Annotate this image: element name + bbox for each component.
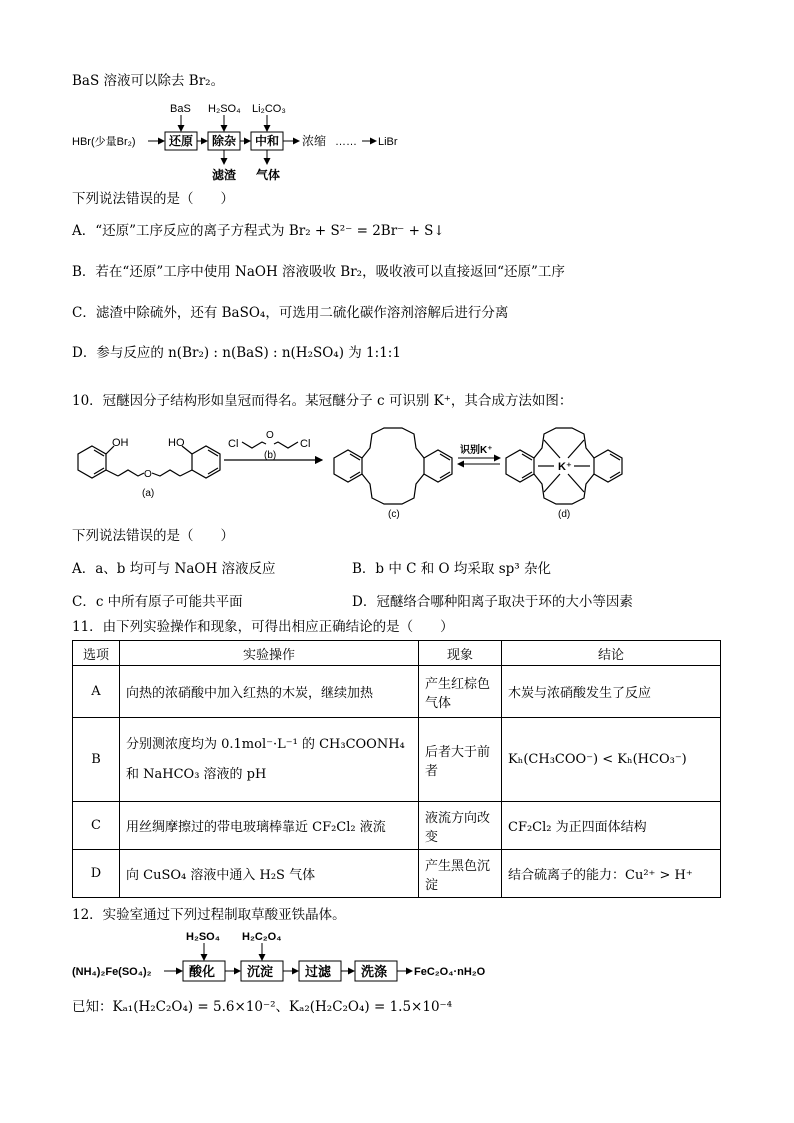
q9-flow-product: LiBr: [378, 136, 398, 148]
k-ion-label: K⁺: [558, 461, 572, 473]
q12-step-wash: 洗涤: [361, 964, 388, 979]
ho-label: HO: [168, 437, 185, 449]
row-operation: 向 CuSO₄ 溶液中通入 H₂S 气体: [120, 850, 419, 898]
header-phenomenon: 现象: [419, 641, 502, 666]
q9-flow-concentrate: 浓缩: [302, 134, 327, 148]
label-a: (a): [142, 488, 155, 499]
row-conclusion: 木炭与浓硝酸发生了反应: [502, 666, 721, 718]
q12-known: 已知：Kₐ₁(H₂C₂O₄) = 5.6×10⁻²、Kₐ₂(H₂C₂O₄) = 1.5×10⁻⁴: [72, 999, 453, 1015]
cl-label-right: Cl: [300, 438, 311, 450]
row-option: C: [73, 802, 120, 850]
row-option: D: [73, 850, 120, 898]
label-d: (d): [558, 509, 571, 520]
q9-option-c: C．滤渣中除硫外，还有 BaSO₄，可选用二硫化碳作溶剂溶解后进行分离: [72, 305, 509, 321]
q9-flow-dots: ……: [335, 136, 357, 148]
recognize-k-label: 识别K⁺: [460, 445, 493, 456]
q12-step-precipitate: 沉淀: [247, 964, 274, 979]
label-c: (c): [388, 509, 400, 520]
q11-table: [72, 640, 721, 898]
row-operation: 分别测浓度均为 0.1mol⁻·L⁻¹ 的 CH₃COONH₄ 和 NaHCO₃ 溶液的 pH: [120, 718, 419, 802]
q12-step-filter: 过滤: [305, 964, 332, 979]
row-conclusion: CF₂Cl₂ 为正四面体结构: [502, 802, 721, 850]
q9-output-gas: 气体: [256, 168, 281, 182]
q10-stem: 10．冠醚因分子结构形如皇冠而得名。某冠醚分子 c 可识别 K⁺，其合成方法如图：: [72, 393, 573, 409]
molecule-c: [334, 428, 452, 504]
q12-flow-start: (NH₄)₂Fe(SO₄)₂: [72, 966, 152, 978]
table-row: [73, 850, 721, 898]
row-phenomenon: 液流方向改变: [419, 802, 502, 850]
row-phenomenon: 产生红棕色气体: [419, 666, 502, 718]
header-option: 选项: [73, 641, 120, 666]
molecule-b: [242, 442, 298, 448]
header-conclusion: 结论: [502, 641, 721, 666]
oh-label: OH: [112, 437, 129, 449]
q9-step-reduce: 还原: [169, 134, 194, 148]
q9-option-d: D．参与反应的 n(Br₂) : n(BaS) : n(H₂SO₄) 为 1:1:1: [72, 345, 401, 361]
q10-option-b: B．b 中 C 和 O 均采取 sp³ 杂化: [352, 561, 551, 577]
table-row: [73, 666, 721, 718]
q12-reagent-h2c2o4: H₂C₂O₄: [242, 931, 282, 943]
q10-synthesis-scheme: [72, 418, 632, 522]
ether-o-b: O: [266, 430, 274, 441]
q9-stem: 下列说法错误的是（ ）: [72, 191, 234, 207]
q9-step-neutralize: 中和: [255, 134, 280, 148]
q10-option-c: C．c 中所有原子可能共平面: [72, 594, 243, 610]
row-conclusion: 结合硫离子的能力：Cu²⁺ > H⁺: [502, 850, 721, 898]
row-operation: 向热的浓硝酸中加入红热的木炭，继续加热: [120, 666, 419, 718]
ether-o-a: O: [144, 469, 152, 480]
q12-reagent-h2so4: H₂SO₄: [186, 931, 220, 943]
q9-reagent-bas: BaS: [170, 103, 191, 115]
row-phenomenon: 产生黑色沉淀: [419, 850, 502, 898]
q12-step-acidify: 酸化: [189, 964, 216, 979]
q9-step-purify: 除杂: [212, 134, 237, 148]
q9-output-residue: 滤渣: [212, 168, 237, 182]
q10-question: 下列说法错误的是（ ）: [72, 528, 234, 544]
q10-option-d: D．冠醚络合哪种阳离子取决于环的大小等因素: [352, 594, 633, 610]
q11-stem: 11．由下列实验操作和现象，可得出相应正确结论的是（ ）: [72, 619, 454, 635]
table-row: [73, 718, 721, 802]
q9-option-a: A．“还原”工序反应的离子方程式为 Br₂ + S²⁻ = 2Br⁻ + S↓: [72, 223, 445, 239]
row-option: A: [73, 666, 120, 718]
q12-stem: 12．实验室通过下列过程制取草酸亚铁晶体。: [72, 907, 346, 923]
label-b: (b): [264, 450, 277, 461]
q9-reagent-h2so4: H₂SO₄: [208, 103, 241, 115]
table-row: [73, 802, 721, 850]
q12-flow-product: FeC₂O₄·nH₂O: [414, 966, 486, 978]
row-option: B: [73, 718, 120, 802]
q9-intro: BaS 溶液可以除去 Br₂。: [72, 73, 225, 89]
q10-option-a: A．a、b 均可与 NaOH 溶液反应: [72, 561, 276, 577]
header-operation: 实验操作: [120, 641, 419, 666]
q12-flowchart: [72, 928, 512, 984]
table-header-row: [73, 641, 721, 666]
q9-reagent-li2co3: Li₂CO₃: [252, 103, 286, 115]
row-conclusion: Kₕ(CH₃COO⁻) < Kₕ(HCO₃⁻): [502, 718, 721, 802]
row-phenomenon: 后者大于前者: [419, 718, 502, 802]
q9-flowchart: [72, 100, 432, 186]
cl-label-left: Cl: [228, 438, 239, 450]
q9-flow-start: HBr(少量Br₂): [72, 136, 136, 148]
q9-option-b: B．若在“还原”工序中使用 NaOH 溶液吸收 Br₂，吸收液可以直接返回“还原”工序: [72, 264, 565, 280]
row-operation: 用丝绸摩擦过的带电玻璃棒靠近 CF₂Cl₂ 液流: [120, 802, 419, 850]
